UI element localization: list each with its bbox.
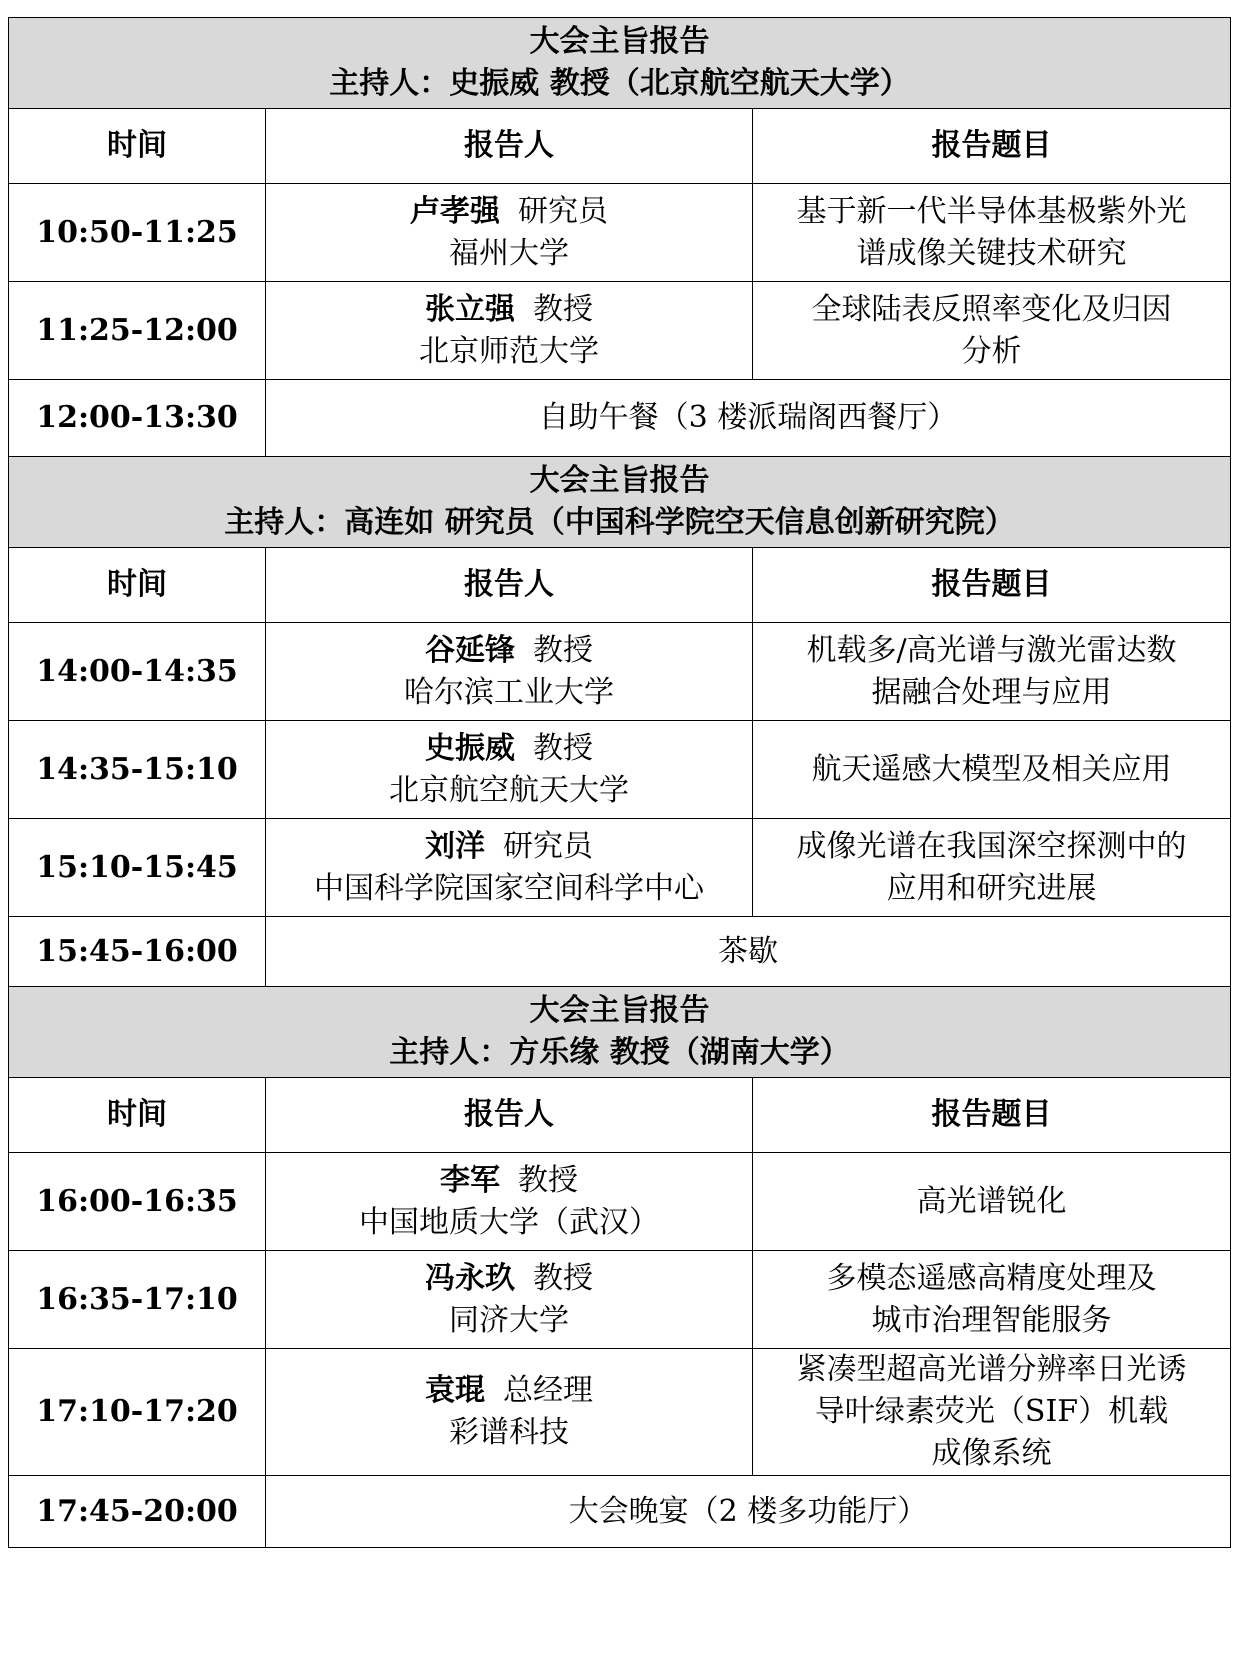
section-header	[9, 18, 1231, 109]
break-time: 15:45-16:00	[9, 917, 266, 987]
column-header-time: 时间	[9, 1078, 266, 1153]
section-title: 大会主旨报告	[529, 463, 710, 498]
speaker-line	[272, 826, 746, 868]
talk-time: 15:10-15:45	[9, 819, 266, 917]
speaker-name: 张立强	[425, 291, 515, 327]
break-row	[9, 1476, 1231, 1548]
topic-line: 谱成像关键技术研究	[856, 235, 1127, 271]
topic-cell	[753, 184, 1231, 282]
topic-line: 成像光谱在我国深空探测中的	[796, 828, 1187, 864]
topic-line: 机载多/高光谱与激光雷达数	[806, 632, 1177, 668]
talk-row	[9, 623, 1231, 721]
break-text: 大会晚宴（2 楼多功能厅）	[266, 1476, 1231, 1548]
topic-line: 高光谱锐化	[916, 1183, 1067, 1219]
talk-time: 11:25-12:00	[9, 282, 266, 380]
topic-line: 导叶绿素荧光（SIF）机载	[814, 1394, 1169, 1429]
topic-cell	[753, 282, 1231, 380]
speaker-role: 教授	[533, 632, 593, 668]
column-header-speaker: 报告人	[266, 109, 753, 184]
speaker-affiliation: 彩谱科技	[449, 1415, 569, 1450]
topic-line: 城市治理智能服务	[871, 1302, 1112, 1338]
topic-line: 应用和研究进展	[886, 870, 1097, 906]
speaker-affiliation: 中国地质大学（武汉）	[359, 1204, 659, 1240]
speaker-cell	[266, 1349, 753, 1476]
talk-row	[9, 184, 1231, 282]
column-header-topic: 报告题目	[753, 548, 1231, 623]
section-header-cell	[9, 18, 1231, 109]
topic-line: 多模态遥感高精度处理及	[826, 1260, 1157, 1296]
speaker-role: 研究员	[518, 193, 608, 229]
speaker-cell	[266, 623, 753, 721]
topic-cell	[753, 623, 1231, 721]
section-title: 大会主旨报告	[529, 993, 710, 1028]
topic-line: 全球陆表反照率变化及归因	[811, 291, 1172, 327]
column-header-time: 时间	[9, 548, 266, 623]
break-time: 12:00-13:30	[9, 380, 266, 457]
column-header-row	[9, 548, 1231, 623]
topic-cell	[753, 721, 1231, 819]
speaker-line	[272, 289, 746, 331]
section-header-cell	[9, 457, 1231, 548]
section-header	[9, 457, 1231, 548]
topic-cell	[753, 1349, 1231, 1476]
speaker-name: 谷延锋	[425, 632, 515, 668]
break-row	[9, 380, 1231, 457]
talk-time: 16:35-17:10	[9, 1251, 266, 1349]
speaker-line	[272, 1258, 746, 1300]
speaker-cell	[266, 1251, 753, 1349]
topic-line: 分析	[961, 333, 1022, 369]
speaker-name: 刘洋	[425, 828, 485, 864]
talk-row	[9, 282, 1231, 380]
speaker-cell	[266, 819, 753, 917]
talk-row	[9, 819, 1231, 917]
speaker-line	[272, 1370, 746, 1412]
talk-time: 16:00-16:35	[9, 1153, 266, 1251]
speaker-cell	[266, 184, 753, 282]
speaker-line	[272, 1160, 746, 1202]
speaker-name: 卢孝强	[410, 193, 500, 229]
talk-row	[9, 1251, 1231, 1349]
column-header-row	[9, 1078, 1231, 1153]
speaker-role: 总经理	[503, 1373, 593, 1408]
speaker-name: 冯永玖	[425, 1260, 515, 1296]
topic-line: 据融合处理与应用	[871, 674, 1112, 710]
schedule-table	[8, 17, 1231, 1548]
topic-cell	[753, 1251, 1231, 1349]
speaker-role: 教授	[533, 1260, 593, 1296]
talk-time: 17:10-17:20	[9, 1349, 266, 1476]
speaker-role: 研究员	[503, 828, 593, 864]
section-title: 大会主旨报告	[529, 24, 710, 59]
talk-row	[9, 1153, 1231, 1251]
speaker-affiliation: 北京师范大学	[419, 333, 599, 369]
topic-cell	[753, 819, 1231, 917]
column-header-row	[9, 109, 1231, 184]
column-header-speaker: 报告人	[266, 1078, 753, 1153]
speaker-line	[272, 728, 746, 770]
column-header-speaker: 报告人	[266, 548, 753, 623]
talk-time: 14:35-15:10	[9, 721, 266, 819]
speaker-affiliation: 中国科学院国家空间科学中心	[314, 870, 704, 906]
speaker-affiliation: 北京航空航天大学	[389, 772, 629, 808]
speaker-affiliation: 同济大学	[449, 1302, 569, 1338]
section-host: 主持人：高连如 研究员（中国科学院空天信息创新研究院）	[224, 505, 1015, 540]
section-host: 主持人：方乐缘 教授（湖南大学）	[389, 1035, 850, 1070]
break-text: 自助午餐（3 楼派瑞阁西餐厅）	[266, 380, 1231, 457]
break-text: 茶歇	[266, 917, 1231, 987]
speaker-role: 教授	[533, 291, 593, 327]
speaker-cell	[266, 282, 753, 380]
speaker-name: 李军	[440, 1162, 500, 1198]
speaker-role: 教授	[518, 1162, 578, 1198]
talk-time: 10:50-11:25	[9, 184, 266, 282]
break-row	[9, 917, 1231, 987]
break-time: 17:45-20:00	[9, 1476, 266, 1548]
talk-row	[9, 1349, 1231, 1476]
speaker-line	[272, 630, 746, 672]
speaker-affiliation: 福州大学	[449, 235, 569, 271]
speaker-cell	[266, 721, 753, 819]
section-host: 主持人：史振威 教授（北京航空航天大学）	[329, 66, 910, 101]
section-header-cell	[9, 987, 1231, 1078]
topic-line: 紧凑型超高光谱分辨率日光诱	[796, 1352, 1187, 1387]
speaker-name: 史振威	[425, 730, 515, 766]
speaker-line	[272, 191, 746, 233]
topic-line: 航天遥感大模型及相关应用	[811, 751, 1172, 787]
column-header-topic: 报告题目	[753, 109, 1231, 184]
topic-line: 成像系统	[931, 1436, 1052, 1471]
topic-cell	[753, 1153, 1231, 1251]
section-header	[9, 987, 1231, 1078]
speaker-name: 袁琨	[425, 1373, 485, 1408]
speaker-cell	[266, 1153, 753, 1251]
speaker-role: 教授	[533, 730, 593, 766]
column-header-topic: 报告题目	[753, 1078, 1231, 1153]
talk-time: 14:00-14:35	[9, 623, 266, 721]
column-header-time: 时间	[9, 109, 266, 184]
topic-line: 基于新一代半导体基极紫外光	[796, 193, 1187, 229]
talk-row	[9, 721, 1231, 819]
speaker-affiliation: 哈尔滨工业大学	[404, 674, 614, 710]
